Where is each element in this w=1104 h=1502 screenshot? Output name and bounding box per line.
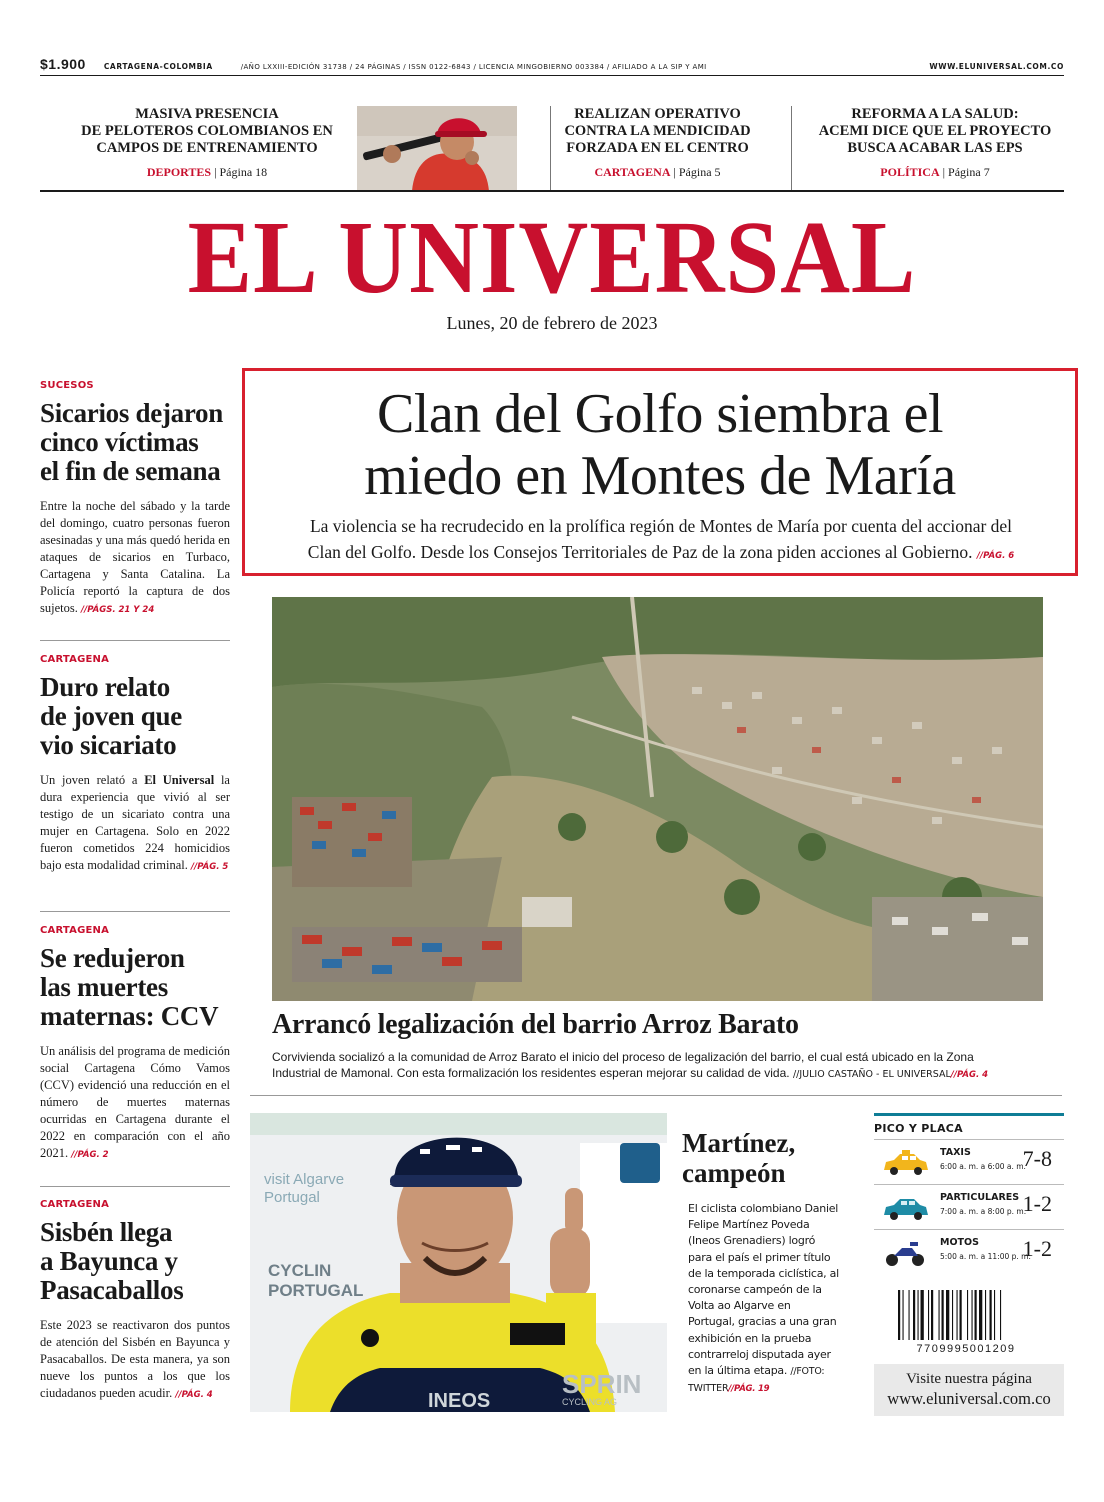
- story-body: [40, 1043, 230, 1164]
- main-headline-box[interactable]: [242, 368, 1078, 576]
- headline-line: Se redujeron: [40, 943, 185, 973]
- main-headline-line: miedo en Montes de María: [364, 445, 956, 507]
- vehicle-category: TAXIS: [940, 1147, 971, 1158]
- baseball-player-photo: [357, 106, 517, 191]
- page-reference: //PÁGS. 21 Y 24: [80, 605, 155, 615]
- teaser-title-line: MASIVA PRESENCIA: [135, 106, 279, 122]
- teaser-title-line: CAMPOS DE ENTRENAMIENTO: [96, 140, 318, 156]
- column-divider: [40, 640, 230, 641]
- page-reference: //PÁG. 6: [976, 551, 1015, 561]
- story-body: [40, 772, 230, 876]
- barcode-bars: [896, 1290, 1036, 1340]
- left-story-sisben[interactable]: [40, 1199, 230, 1404]
- restricted-digits: 7-8: [1022, 1146, 1052, 1171]
- motorcycle-icon: [880, 1238, 930, 1268]
- taxi-icon: [880, 1148, 930, 1178]
- publication-date: Lunes, 20 de febrero de 2023: [446, 313, 658, 333]
- vehicle-category: PARTICULARES: [940, 1192, 1020, 1203]
- main-sub-line: Clan del Golfo. Desde los Consejos Territoriales de Paz de la zona piden acciones al Gobierno.: [307, 542, 973, 562]
- photo-background-text: INEOS: [428, 1390, 491, 1412]
- teaser-title-line: REALIZAN OPERATIVO: [574, 106, 741, 122]
- story-kicker: CARTAGENA: [40, 654, 110, 665]
- section-divider: [250, 1095, 1062, 1096]
- teaser-title-line: FORZADA EN EL CENTRO: [566, 140, 749, 156]
- photo-background-text: PORTUGAL: [268, 1281, 364, 1300]
- photo-credit: //FOTO: TWITTER: [688, 1366, 825, 1395]
- headline-line: Sisbén llega: [40, 1217, 173, 1247]
- caption-line: Corvivienda socializó a la comunidad de Arroz Barato el inicio del proceso de legalización del barrio, el cual está ubicado en la Zona: [272, 1050, 974, 1064]
- city-label: CARTAGENA-COLOMBIA: [103, 62, 213, 71]
- edition-info: /AÑO LXXIII-EDICIÓN 31738 / 24 PÁGINAS / ISSN 0122-6843 / LICENCIA MINGOBIERNO 003384 / AFILIADO A LA SIP Y AMI: [240, 63, 707, 71]
- teaser-title-line: ACEMI DICE QUE EL PROYECTO: [818, 123, 1052, 139]
- barcode: [896, 1290, 1036, 1355]
- teaser-cartagena[interactable]: [545, 106, 770, 180]
- page-reference: //PÁG. 4: [950, 1069, 989, 1080]
- top-info-bar: [40, 56, 1064, 76]
- left-story-relato[interactable]: [40, 654, 230, 876]
- photo-background-text: SPRIN: [562, 1369, 642, 1399]
- teaser-page: | Página 5: [673, 165, 721, 179]
- main-sub-line: La violencia se ha recrudecido en la prolífica región de Montes de María por cuenta del accionar del: [309, 516, 1013, 536]
- page-reference: //PÁG. 19: [728, 1384, 770, 1395]
- photo-story-headline[interactable]: Arrancó legalización del barrio Arroz Barato: [272, 1009, 799, 1040]
- masthead-logo: EL UNIVERSAL: [187, 200, 917, 315]
- story-headline: [40, 673, 230, 760]
- teaser-page: | Página 18: [214, 165, 268, 179]
- headline-line: Duro relato: [40, 672, 170, 702]
- headline-line: cinco víctimas: [40, 427, 199, 457]
- teaser-title-line: REFORMA A LA SALUD:: [851, 106, 1019, 122]
- visit-url[interactable]: www.eluniversal.com.co: [887, 1389, 1051, 1408]
- page-reference: //PÁG. 5: [191, 862, 229, 872]
- visit-website-box[interactable]: [874, 1364, 1064, 1416]
- story-text: El ciclista colombiano Daniel Felipe Martínez Poveda (Ineos Grenadiers) logró para el país el primer título de la temporada ciclística, al coronarse campeón de la Volta ao Algarve en Portugal, gracias a una gran exhibición en la prueba contrarreloj disputada ayer en la última etapa.: [688, 1202, 839, 1378]
- vehicle-category: MOTOS: [940, 1237, 979, 1248]
- headline-line: Sicarios dejaron: [40, 398, 223, 428]
- story-headline: [40, 1218, 230, 1305]
- pico-y-placa-row-taxis: [874, 1139, 1064, 1184]
- headline-line: campeón: [682, 1158, 786, 1188]
- caption-line: Industrial de Mamonal. Con esta formalización los residentes esperan mejorar su calidad de vida.: [272, 1065, 790, 1080]
- pico-y-placa-box: [874, 1113, 1064, 1274]
- left-story-sucesos[interactable]: [40, 380, 230, 619]
- headline-line: Martínez,: [682, 1128, 796, 1158]
- teaser-rule: [40, 190, 1064, 192]
- story-kicker: SUCESOS: [40, 380, 94, 391]
- teaser-page: | Página 7: [942, 165, 990, 179]
- restriction-hours: 5:00 a. m. a 11:00 p. m.: [940, 1252, 1031, 1261]
- story-headline: [40, 399, 230, 486]
- left-story-maternas[interactable]: [40, 925, 230, 1164]
- photo-background-text: CYCLIN: [268, 1261, 332, 1280]
- website-url[interactable]: WWW.ELUNIVERSAL.COM.CO: [929, 62, 1064, 71]
- story-text: Entre la noche del sábado y la tarde del domingo, cuatro personas fueron asesinadas y una más quedó herida en ataques de sicarios en Turbaco, Cartagena y Santa Catalina. La Policía reportó la captura de dos sujetos.: [40, 499, 230, 615]
- teaser-title-line: CONTRA LA MENDICIDAD: [564, 123, 751, 139]
- barcode-number: 7709995001209: [916, 1343, 1016, 1355]
- teaser-section: POLÍTICA: [880, 165, 940, 179]
- photo-credit: //JULIO CASTAÑO - EL UNIVERSAL: [792, 1068, 951, 1080]
- story-text: Un análisis del programa de medición social Cartagena Cómo Vamos (CCV) evidenció una reducción en el número de muertes maternas ocurridas en Cartagena durante el 2022 en comparación con el año 2021.: [40, 1044, 230, 1160]
- teaser-section: CARTAGENA: [594, 165, 671, 179]
- main-subheadline: [253, 513, 1069, 569]
- teaser-title-line: DE PELOTEROS COLOMBIANOS EN: [81, 123, 333, 139]
- story-text: Este 2023 se reactivaron dos puntos de atención del Sisbén en Bayunca y Pasacaballos. De esta manera, ya son nueve los puntos a los que los ciudadanos pueden acudir.: [40, 1318, 230, 1400]
- headline-line: a Bayunca y: [40, 1246, 178, 1276]
- story-text-bold: El Universal: [144, 773, 215, 787]
- story-headline: [40, 944, 230, 1031]
- headline-line: maternas: CCV: [40, 1001, 219, 1031]
- photo-background-text: visit Algarve: [264, 1171, 345, 1188]
- cyclist-photo: [250, 1113, 667, 1412]
- photo-background-text: CYCLING AG: [562, 1397, 618, 1407]
- price: $1.900: [40, 56, 86, 72]
- teaser-title-line: BUSCA ACABAR LAS EPS: [847, 140, 1023, 156]
- headline-line: de joven que: [40, 701, 182, 731]
- page-reference: //PÁG. 2: [71, 1150, 109, 1160]
- column-divider: [40, 1186, 230, 1187]
- headline-line: vio sicariato: [40, 730, 177, 760]
- photo-caption: [272, 1050, 1044, 1083]
- restricted-digits: 1-2: [1022, 1191, 1052, 1216]
- story-body: [40, 498, 230, 619]
- cycling-body: [688, 1201, 840, 1397]
- headline-line: Pasacaballos: [40, 1275, 184, 1305]
- headline-line: el fin de semana: [40, 456, 221, 486]
- main-headline: [245, 383, 1075, 507]
- page-reference: //PÁG. 4: [175, 1390, 213, 1400]
- restriction-hours: 6:00 a. m. a 6:00 a. m.: [940, 1162, 1026, 1171]
- story-text: Un joven relató a: [40, 773, 145, 787]
- pico-y-placa-title: PICO Y PLACA: [874, 1113, 1064, 1139]
- pico-y-placa-row-particulares: [874, 1184, 1064, 1229]
- story-text: la dura experiencia que vivió al ser testigo de un sicariato contra una mujer en Cartagena. Solo en 2022 fueron cometidos 224 homicidios bajo esta modalidad criminal.: [40, 773, 230, 872]
- teaser-divider: [791, 106, 792, 192]
- main-headline-line: Clan del Golfo siembra el: [376, 383, 943, 445]
- restricted-digits: 1-2: [1022, 1236, 1052, 1261]
- cycling-headline[interactable]: [682, 1128, 852, 1188]
- aerial-neighborhood-photo: [272, 597, 1043, 1001]
- visit-label: Visite nuestra página: [906, 1371, 1032, 1387]
- column-divider: [40, 911, 230, 912]
- teaser-politics[interactable]: [806, 106, 1064, 180]
- pico-y-placa-row-motos: [874, 1229, 1064, 1274]
- story-kicker: CARTAGENA: [40, 925, 110, 936]
- story-kicker: CARTAGENA: [40, 1199, 110, 1210]
- teaser-sports[interactable]: [70, 106, 344, 180]
- teaser-section: DEPORTES: [146, 165, 212, 179]
- headline-line: las muertes: [40, 972, 168, 1002]
- story-body: [40, 1317, 230, 1404]
- photo-background-text: Portugal: [264, 1189, 320, 1206]
- restriction-hours: 7:00 a. m. a 8:00 p. m.: [940, 1207, 1027, 1216]
- car-icon: [880, 1193, 930, 1223]
